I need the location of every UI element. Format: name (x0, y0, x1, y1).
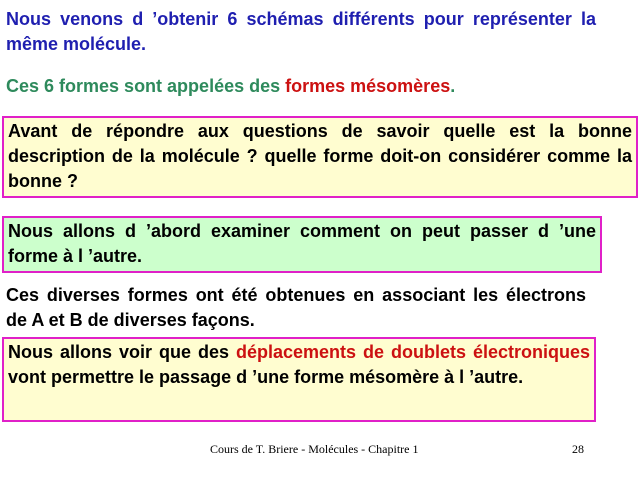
doublets-prefix: Nous allons voir que des (8, 342, 236, 362)
doublets-highlight: déplacements de doublets électroniques (235, 342, 590, 362)
doublets-suffix: vont permettre le passage d ’une forme mésomère à l ’autre. (8, 367, 524, 387)
examine-box: Nous allons d ’abord examiner comment on peut passer d ’une forme à l ’autre. (2, 216, 602, 273)
electrons-paragraph: Ces diverses formes ont été obtenues en associant les électrons de A et B de diverses façons. (6, 285, 586, 330)
definition-highlight: formes mésomères (285, 76, 451, 96)
footer-text: Cours de T. Briere - Molécules - Chapitre 1 (210, 442, 419, 456)
page-number: 28 (572, 442, 584, 456)
mesomer-definition (6, 74, 596, 99)
definition-prefix: Ces 6 formes sont appelées des (6, 76, 286, 96)
question-box: Avant de répondre aux questions de savoir quelle est la bonne description de la molécule ? quelle forme doit-on considérer comme la bonne ? (2, 116, 638, 198)
definition-suffix: . (450, 76, 456, 96)
doublets-box (2, 337, 596, 422)
intro-paragraph: Nous venons d ’obtenir 6 schémas différents pour représenter la même molécule. (6, 9, 596, 54)
